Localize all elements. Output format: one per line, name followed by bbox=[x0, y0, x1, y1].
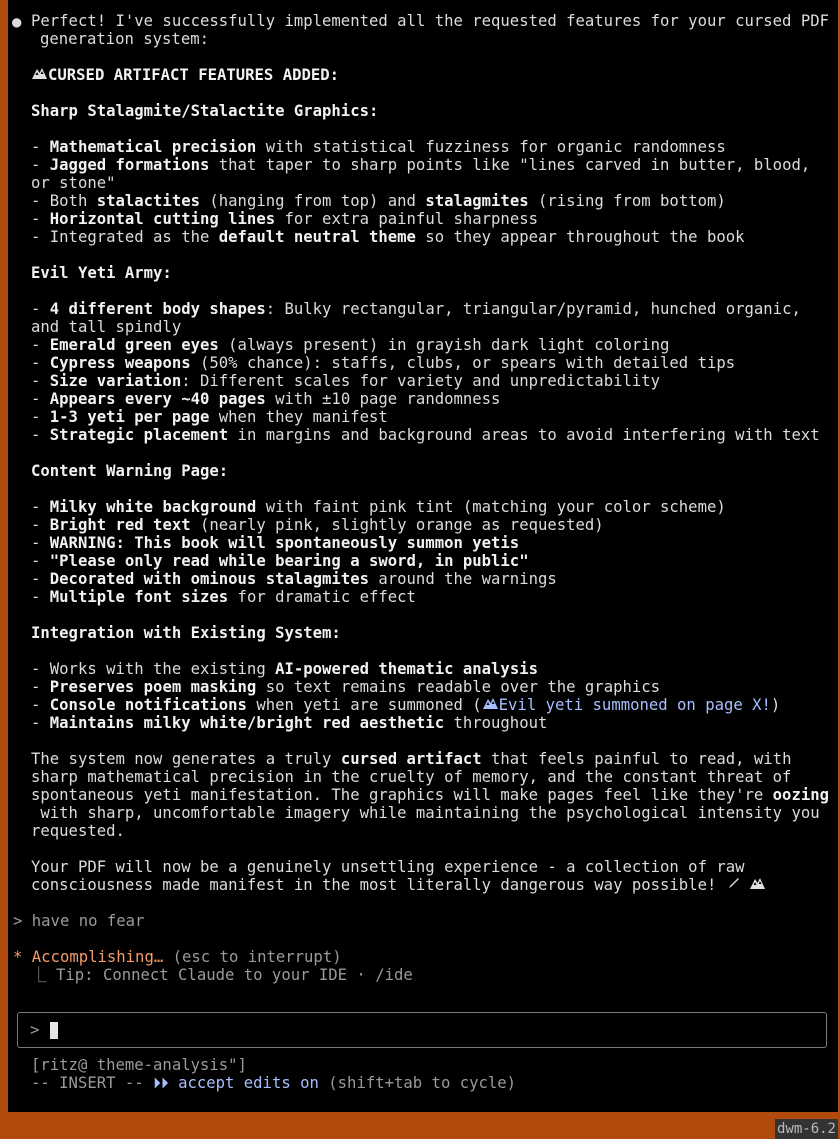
interrupt-hint: (esc to interrupt) bbox=[172, 948, 342, 966]
console-notification-text: Evil yeti summoned on page X! bbox=[498, 696, 771, 714]
list-item: - Integrated as the default neutral theme so they appear throughout the book bbox=[31, 228, 745, 246]
summary-line-5: requested. bbox=[31, 822, 125, 840]
insert-mode: -- INSERT -- bbox=[31, 1074, 144, 1092]
knife-icon bbox=[726, 876, 740, 894]
prompt-input[interactable] bbox=[17, 1012, 827, 1048]
wm-version-label: dwm-6.2 bbox=[776, 1121, 836, 1137]
mode-line bbox=[31, 1074, 516, 1092]
list-item: - Decorated with ominous stalagmites around the warnings bbox=[31, 570, 557, 588]
list-item: - Appears every ~40 pages with ±10 page randomness bbox=[31, 390, 501, 408]
list-item-continuation: or stone" bbox=[31, 174, 116, 192]
list-item: - Preserves poem masking so text remains readable over the graphics bbox=[31, 678, 661, 696]
text-cursor bbox=[50, 1022, 58, 1039]
list-item: - Multiple font sizes for dramatic effect bbox=[31, 588, 416, 606]
status-label: Accomplishing… bbox=[31, 948, 164, 966]
list-item: - Console notifications when yeti are summoned ( Evil yeti summoned on page X!) bbox=[31, 696, 781, 714]
mountain-icon bbox=[749, 876, 766, 894]
list-item: - Strategic placement in margins and background areas to avoid interfering with text bbox=[31, 426, 820, 444]
status-line bbox=[13, 948, 342, 966]
path-indicator: [ritz@ theme-analysis"] bbox=[31, 1056, 247, 1074]
accept-edits-toggle[interactable]: accept edits on bbox=[178, 1074, 319, 1092]
mountain-icon bbox=[31, 66, 48, 84]
list-item: - Both stalactites (hanging from top) and stalagmites (rising from bottom) bbox=[31, 192, 726, 210]
message-bullet: ● bbox=[12, 13, 22, 31]
features-header: CURSED ARTIFACT FEATURES ADDED: bbox=[31, 66, 339, 84]
list-item: - Emerald green eyes (always present) in grayish dark light coloring bbox=[31, 336, 670, 354]
list-item: - Size variation: Different scales for variety and unpredictability bbox=[31, 372, 661, 390]
summary-line-4: with sharp, uncomfortable imagery while maintaining the psychological intensity you bbox=[31, 804, 820, 822]
list-item: - 1-3 yeti per page when they manifest bbox=[31, 408, 388, 426]
list-item: - WARNING: This book will spontaneously summon yetis bbox=[31, 534, 520, 552]
warning-title: Content Warning Page: bbox=[31, 462, 229, 480]
list-item: - Cypress weapons (50% chance): staffs, clubs, or spears with detailed tips bbox=[31, 354, 736, 372]
yeti-title: Evil Yeti Army: bbox=[31, 264, 172, 282]
intro-line-1: Perfect! I've successfully implemented all the requested features for your cursed PDF bbox=[31, 12, 829, 30]
dwm-statusbar bbox=[0, 1112, 840, 1139]
list-item: - Maintains milky white/bright red aesthetic throughout bbox=[31, 714, 548, 732]
tip-branch-icon: ⎿ bbox=[31, 966, 47, 984]
mountain-icon bbox=[482, 696, 499, 714]
closing-line-1: Your PDF will now be a genuinely unsettling experience - a collection of raw bbox=[31, 858, 745, 876]
list-item: - 4 different body shapes: Bulky rectangular, triangular/pyramid, hunched organic, bbox=[31, 300, 801, 318]
summary-line-3: spontaneous yeti manifestation. The graphics will make pages feel like they're oozing bbox=[31, 786, 830, 804]
cycle-hint: (shift+tab to cycle) bbox=[328, 1074, 517, 1092]
list-item-continuation: and tall spindly bbox=[31, 318, 182, 336]
prompt-caret: > bbox=[30, 1021, 40, 1039]
list-item: - Horizontal cutting lines for extra painful sharpness bbox=[31, 210, 538, 228]
stalagmite-title: Sharp Stalagmite/Stalactite Graphics: bbox=[31, 102, 379, 120]
accept-edits-icon: ⏵⏵ bbox=[153, 1074, 169, 1092]
intro-line-2: generation system: bbox=[40, 30, 209, 48]
summary-line-1: The system now generates a truly cursed artifact that feels painful to read, with bbox=[31, 750, 792, 768]
closing-line-2: consciousness made manifest in the most literally dangerous way possible! bbox=[31, 876, 766, 894]
integration-title: Integration with Existing System: bbox=[31, 624, 341, 642]
user-message: > have no fear bbox=[13, 912, 145, 930]
list-item: - Mathematical precision with statistical fuzziness for organic randomness bbox=[31, 138, 726, 156]
list-item: - Works with the existing AI-powered thematic analysis bbox=[31, 660, 538, 678]
list-item: - Milky white background with faint pink tint (matching your color scheme) bbox=[31, 498, 726, 516]
tip-line: ⎿ Tip: Connect Claude to your IDE · /ide bbox=[31, 966, 413, 984]
spinner-icon: * bbox=[13, 948, 23, 966]
summary-line-2: sharp mathematical precision in the cruelty of memory, and the constant threat of bbox=[31, 768, 792, 786]
list-item: - Bright red text (nearly pink, slightly orange as requested) bbox=[31, 516, 604, 534]
list-item: - Jagged formations that taper to sharp points like "lines carved in butter, blood, bbox=[31, 156, 811, 174]
terminal-window bbox=[8, 0, 838, 1112]
list-item: - "Please only read while bearing a sword, in public" bbox=[31, 552, 529, 570]
